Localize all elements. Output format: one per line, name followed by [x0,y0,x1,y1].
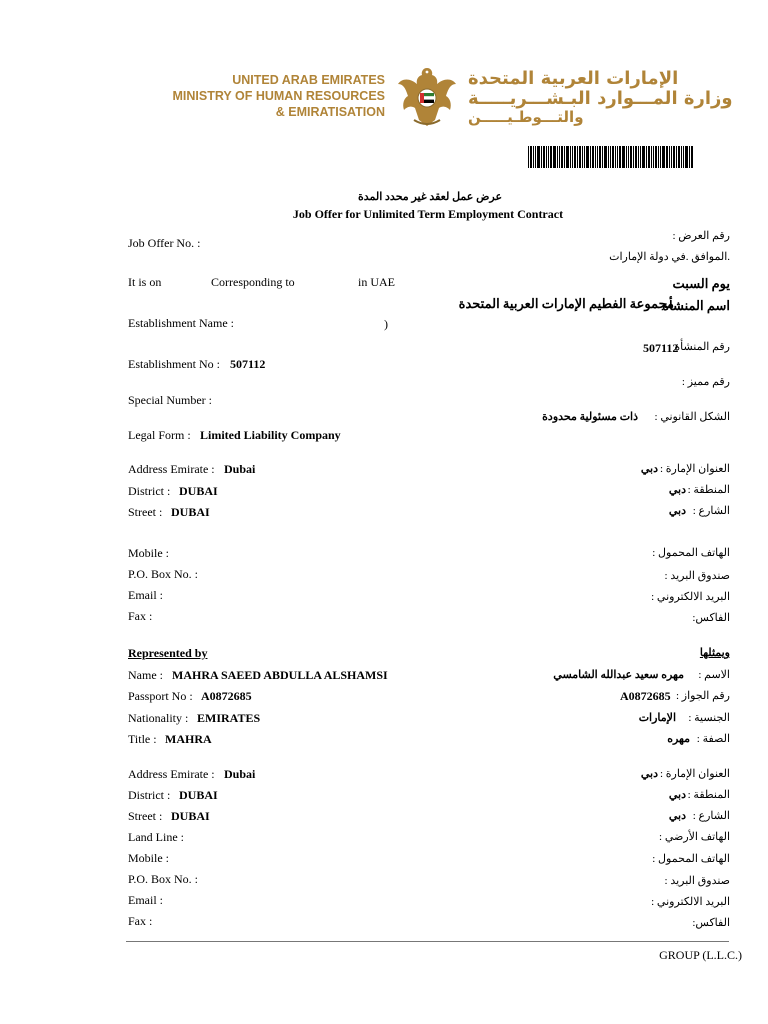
address-emirate-value: Dubai [224,462,256,476]
address-emirate-label: Address Emirate : [128,462,215,476]
address2-pobox-label-ar: صندوق البريد : [664,875,730,887]
rep-name-value-ar: مهره سعيد عبدالله الشامسي [553,669,684,681]
passport-value: A0872685 [201,689,252,703]
address2-district-label-ar: المنطقة : [687,789,730,801]
corresponding-ar: .الموافق .في دولة الإمارات [609,251,730,263]
legal-form-value: Limited Liability Company [200,428,341,442]
district-label: District : [128,484,171,498]
legal-form-label: Legal Form : [128,428,191,442]
rep-name-label: Name : [128,668,163,682]
ministry-line-1: UNITED ARAB EMIRATES [232,73,385,87]
nationality-value: EMIRATES [197,711,261,725]
address2-fax-label: Fax : [128,914,153,928]
establishment-name-paren: ) [384,317,388,331]
job-offer-no-label-ar: رقم العرض : [672,230,730,242]
street-label-ar: الشارع : [692,505,730,517]
address2-email-label: Email : [128,893,163,907]
title-en: Job Offer for Unlimited Term Employment Contract [292,207,564,221]
it-is-on-label: It is on [128,275,162,289]
address2-street-label-ar: الشارع : [692,810,730,822]
title-ar: عرض عمل لعقد غير محدد المدة [357,191,503,203]
email-label: Email : [128,588,163,602]
establishment-no-value-ar: 507112 [643,341,679,355]
address2-street-value-ar: دبي [668,810,686,822]
address2-emirate-label: Address Emirate : [128,767,215,781]
mobile-label: Mobile : [128,546,169,560]
passport-value-ar: A0872685 [620,689,671,703]
address2-mobile-label-ar: الهاتف المحمول : [652,853,730,865]
address2-district-label: District : [128,788,171,802]
fax-label-ar: الفاكس: [692,612,730,624]
landline-label: Land Line : [128,830,184,844]
street-value: DUBAI [171,505,210,519]
footer-company: GROUP (L.L.C.) [659,948,742,962]
district-value: DUBAI [179,484,218,498]
nationality-label: Nationality : [128,711,189,725]
passport-label-ar: رقم الجواز : [675,690,730,702]
address2-street-value: DUBAI [171,809,210,823]
ministry-line-2: MINISTRY OF HUMAN RESOURCES [172,89,385,103]
rep-title-value: MAHRA [165,732,212,746]
job-offer-no-label: Job Offer No. : [128,236,201,250]
passport-label: Passport No : [128,689,193,703]
uae-emblem-logo [396,62,458,130]
address-emirate-value-ar: دبي [640,463,658,475]
rep-name-value: MAHRA SAEED ABDULLA ALSHAMSI [172,668,388,682]
street-value-ar: دبي [668,505,686,517]
footer-divider [126,941,729,942]
pobox-label-ar: صندوق البريد : [664,570,730,582]
email-label-ar: البريد الالكتروني : [651,591,730,603]
address2-district-value-ar: دبي [668,789,686,801]
ministry-name-ar-3: والتـــوطـيـــــن [468,108,584,126]
corresponding-to-label: Corresponding to [211,275,295,289]
address2-district-value: DUBAI [179,788,218,802]
legal-form-value-ar: ذات مسئولية محدودة [542,411,638,423]
address2-emirate-value-ar: دبي [640,768,658,780]
in-uae-label: in UAE [358,275,395,289]
represented-by-heading-ar: ويمثلها [699,647,730,659]
fax-label: Fax : [128,609,153,623]
nationality-value-ar: الإمارات [638,712,676,724]
address2-pobox-label: P.O. Box No. : [128,872,199,886]
ministry-name-en [172,72,385,120]
rep-title-value-ar: مهره [667,733,690,745]
rep-title-label-ar: الصفة : [696,733,730,745]
district-value-ar: دبي [668,484,686,496]
nationality-label-ar: الجنسية : [688,712,730,724]
landline-label-ar: الهاتف الأرضي : [659,831,730,843]
day-ar: يوم السبت [672,276,730,291]
ministry-name-ar-1: الإمارات العربية المتحدة [468,68,679,89]
establishment-name-value-ar: مجموعة الفطيم الإمارات العربية المتحدة [458,296,674,311]
establishment-no-value: 507112 [230,357,266,371]
represented-by-heading: Represented by [128,646,208,660]
address2-mobile-label: Mobile : [128,851,169,865]
district-label-ar: المنطقة : [687,484,730,496]
establishment-no-label: Establishment No : [128,357,220,371]
mobile-label-ar: الهاتف المحمول : [652,547,730,559]
legal-form-label-ar: الشكل القانوني : [654,411,730,423]
ministry-line-3: & EMIRATISATION [275,105,385,119]
address2-street-label: Street : [128,809,163,823]
address2-email-label-ar: البريد الالكتروني : [651,896,730,908]
rep-name-label-ar: الاسم : [698,669,730,681]
address2-fax-label-ar: الفاكس: [692,917,730,929]
street-label: Street : [128,505,163,519]
pobox-label: P.O. Box No. : [128,567,199,581]
barcode [528,146,730,168]
establishment-no-label-ar: رقم المنشأة [674,341,730,353]
address2-emirate-label-ar: العنوان الإمارة : [659,768,730,780]
address2-emirate-value: Dubai [224,767,256,781]
establishment-name-label-ar: اسم المنشأة [662,298,730,313]
rep-title-label: Title : [128,732,157,746]
address-emirate-label-ar: العنوان الإمارة : [659,463,730,475]
ministry-name-ar-2: وزارة المـــوارد البـشـــريـــــة [468,88,733,109]
special-number-label: Special Number : [128,393,212,407]
establishment-name-label: Establishment Name : [128,316,234,330]
special-number-label-ar: رقم مميز : [681,376,730,388]
